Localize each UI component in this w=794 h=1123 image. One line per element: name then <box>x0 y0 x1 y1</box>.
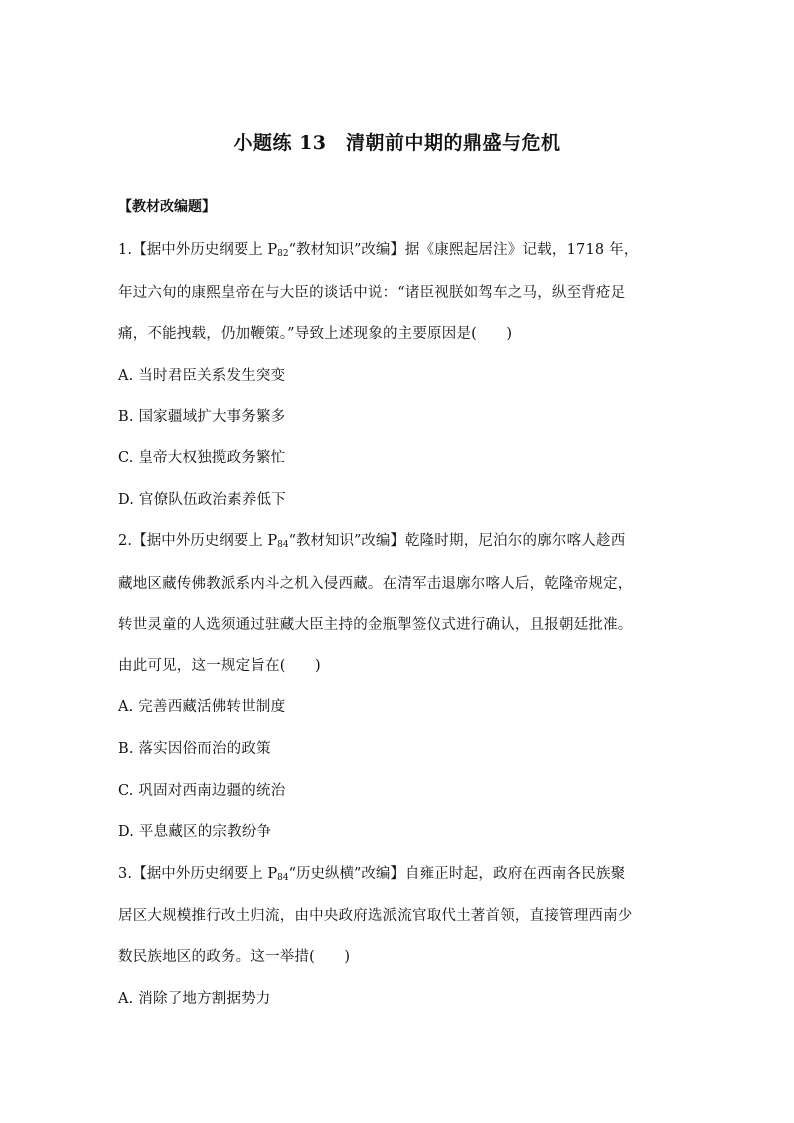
question-2-stem-line-2: 藏地区藏传佛教派系内斗之机入侵西藏。在清军击退廓尔喀人后，乾隆帝规定， <box>118 576 633 592</box>
question-3-stem-line-1 <box>118 862 688 883</box>
question-1-stem-line-1 <box>118 238 688 259</box>
question-1-option-a: A. 当时君臣关系发生突变 <box>118 368 286 384</box>
question-2-option-c: C. 巩固对西南边疆的统治 <box>118 783 286 799</box>
question-2-stem-line-1 <box>118 529 688 550</box>
question-text: 自雍正时起，政府在西南各民族聚 <box>404 866 626 882</box>
question-source: 【据中外历史纲要上 $P_{82}“$教材知识”改编】 <box>132 242 405 259</box>
question-2-option-d: D. 平息藏区的宗教纷争 <box>118 824 272 840</box>
question-source: 【据中外历史纲要上 $P_{84}“$教材知识”改编】 <box>132 533 405 550</box>
question-3-stem-line-2: 居区大规模推行改土归流，由中央政府选派流官取代土著首领，直接管理西南少 <box>118 908 633 924</box>
question-1-option-c: C. 皇帝大权独揽政务繁忙 <box>118 450 286 466</box>
question-2-stem-line-4: 由此可见，这一规定旨在( ) <box>118 658 321 674</box>
question-2-option-b: B. 落实因俗而治的政策 <box>118 741 271 757</box>
question-1-stem-line-3: 痛，不能拽载，仍加鞭策。”导致上述现象的主要原因是( ) <box>118 326 513 342</box>
question-number: 2. <box>118 533 133 549</box>
section-heading: 【教材改编题】 <box>118 199 216 215</box>
question-2-stem-line-3: 转世灵童的人选须通过驻藏大臣主持的金瓶掣签仪式进行确认，且报朝廷批准。 <box>118 617 633 633</box>
page-title: 小题练 13 清朝前中期的鼎盛与危机 <box>233 132 561 154</box>
question-1-option-b: B. 国家疆域扩大事务繁多 <box>118 409 286 425</box>
question-source: 【据中外历史纲要上 $P_{84}“$历史纵横”改编】 <box>132 866 405 883</box>
question-3-option-a: A. 消除了地方割据势力 <box>118 991 271 1007</box>
question-text: 据《康熙起居注》记载，1718 年， <box>404 242 639 258</box>
question-text: 乾隆时期，尼泊尔的廓尔喀人趁西 <box>404 533 626 549</box>
question-3-stem-line-3: 数民族地区的政务。这一举措( ) <box>118 949 351 965</box>
question-number: 1. <box>118 242 133 258</box>
question-2-option-a: A. 完善西藏活佛转世制度 <box>118 699 286 715</box>
question-number: 3. <box>118 866 133 882</box>
question-1-option-d: D. 官僚队伍政治素养低下 <box>118 492 286 508</box>
question-1-stem-line-2: 年过六旬的康熙皇帝在与大臣的谈话中说：“诸臣视朕如驾车之马，纵至背疮足 <box>118 285 626 301</box>
